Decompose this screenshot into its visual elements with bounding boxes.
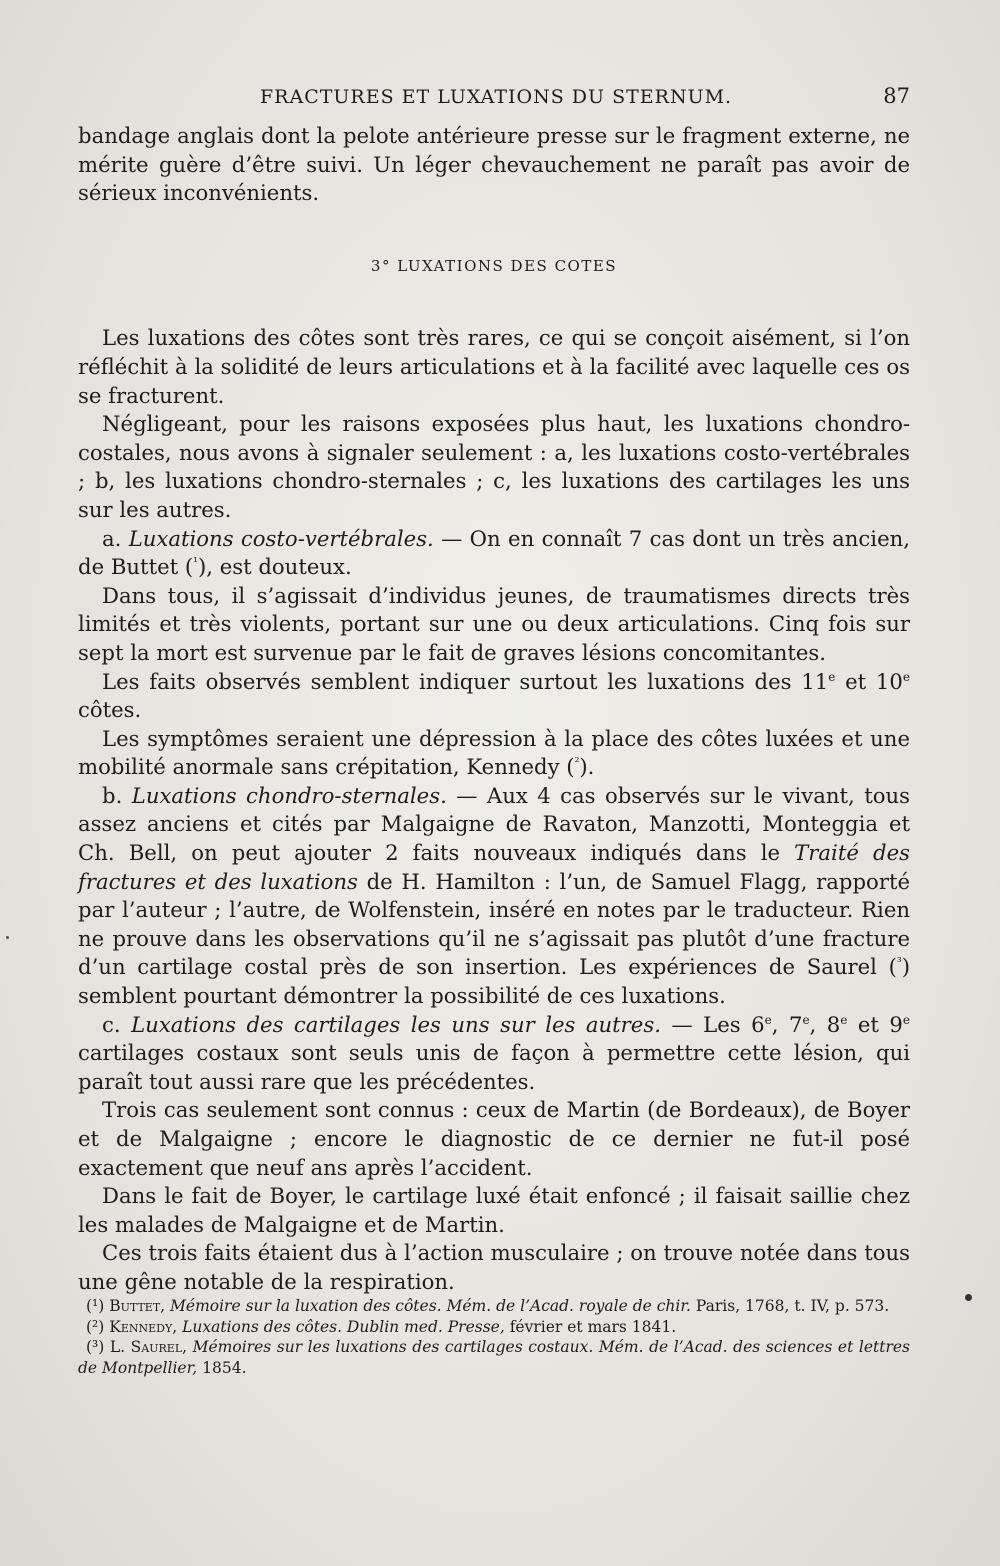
subsection-letter: b.: [102, 782, 132, 808]
footnote-title: Mémoire sur la luxation des côtes. Mém. de l’Acad. royale de chir.: [170, 1297, 691, 1315]
footnote-mark: (³): [86, 1338, 105, 1356]
footnote-text: février et mars 1841.: [504, 1317, 677, 1336]
paragraph: Les luxations des côtes sont très rares, ce qui se conçoit aisément, si l’on réfléchit à la solidité de leurs articulations et à la facilité avec laquelle ces os se fracturent.: [78, 325, 910, 408]
body-text: [78, 122, 910, 1297]
paragraph-subsection-b: [78, 782, 910, 1011]
text-run: , 7: [771, 1011, 803, 1037]
book-title: Traité des fractures et des luxations: [78, 840, 910, 894]
footnote-ref: ²: [574, 755, 580, 770]
subsection-letter: a.: [102, 525, 129, 551]
footnote-ref: ³: [896, 955, 902, 970]
paragraph: Dans tous, il s’agissait d’individus jeunes, de traumatismes directs très limités et très violents, portant sur une ou deux articulations. Cinq fois sur sept la mort est survenue par le fait de graves lésions concomitantes.: [78, 582, 910, 665]
subsection-title: Luxations des cartilages les uns sur les autres.: [131, 1011, 661, 1037]
footnote-1: [78, 1296, 910, 1317]
text-run: cartilages costaux sont seuls unis de façon à permettre cette lésion, qui paraît tout aussi rare que les précédentes.: [78, 1040, 910, 1094]
ink-spot: [965, 1294, 972, 1301]
text-run: — Aux 4 cas observés sur le vivant, tous assez anciens et cités par Malgaigne de Ravaton, Manzotti, Monteggia et Ch. Bell, on peut ajouter 2 faits nouveaux indiqués dans le: [78, 782, 910, 866]
footnotes: [78, 1296, 910, 1378]
paragraph-subsection-a: [78, 525, 910, 582]
footnote-mark: (¹): [86, 1297, 105, 1315]
paragraph-continuation: bandage anglais dont la pelote antérieure presse sur le fragment externe, ne mérite guère d’être suivi. Un léger chevauchement ne paraît pas avoir de sérieux inconvénients.: [78, 123, 910, 206]
footnote-title: Mémoires sur les luxations des cartilages costaux. Mém. de l’Acad. des sciences et lettres de Montpellier,: [78, 1338, 911, 1377]
ordinal-sup: e: [840, 1012, 848, 1027]
text-run: Les faits observés semblent indiquer surtout les luxations des 11: [102, 668, 829, 694]
text-run: Les symptômes seraient une dépression à la place des côtes luxées et une mobilité anormale sans crépitation, Kennedy (: [78, 725, 910, 780]
text-run: ), est douteux.: [197, 554, 352, 580]
footnote-author: Kennedy,: [109, 1317, 178, 1336]
text-run: ).: [579, 754, 595, 780]
footnote-author: L. Saurel,: [109, 1338, 188, 1356]
paragraph: Dans le fait de Boyer, le cartilage luxé était enfoncé ; il faisait saillie chez les malades de Malgaigne et de Martin.: [78, 1183, 910, 1237]
page-header: [80, 86, 910, 116]
footnote-text: Paris, 1768, t. IV, p. 573.: [690, 1297, 890, 1315]
footnote-ref: ¹: [193, 555, 198, 570]
ordinal-sup: e: [902, 1012, 911, 1027]
text-run: et 9: [847, 1011, 903, 1037]
footnote-2: [78, 1317, 910, 1338]
paragraph: [78, 725, 910, 782]
footnote-mark: (²): [86, 1317, 105, 1336]
paragraph-subsection-c: [78, 1011, 910, 1097]
running-title: FRACTURES ET LUXATIONS DU STERNUM.: [260, 86, 733, 108]
text-run: ) semblent pourtant démontrer la possibilité de ces luxations.: [78, 954, 910, 1009]
footnote-title: Luxations des côtes. Dublin med. Presse,: [182, 1317, 505, 1336]
footnote-text: 1854.: [197, 1358, 247, 1377]
subsection-title: Luxations chondro-sternales.: [131, 782, 447, 808]
footnote-author: Buttet,: [109, 1297, 166, 1315]
paragraph: Trois cas seulement sont connus : ceux de Martin (de Bordeaux), de Boyer et de Malgaigne ; encore le diagnostic de ce dernier ne fut-il posé exactement que neuf ans après l’accident.: [78, 1097, 910, 1180]
section-heading: 3° LUXATIONS DES COTES: [370, 256, 618, 275]
text-run: et 10: [835, 668, 903, 694]
footnote-3: [78, 1337, 910, 1378]
paragraph: Ces trois faits étaient dus à l’action musculaire ; on trouve notée dans tous une gêne notable de la respiration.: [78, 1240, 910, 1294]
paragraph: [78, 668, 910, 725]
ordinal-sup: e: [902, 669, 911, 684]
ordinal-sup: e: [802, 1012, 810, 1027]
paragraph: Négligeant, pour les raisons exposées plus haut, les luxations chondro-costales, nous avons à signaler seulement : a, les luxations costo-vertébrales ; b, les luxations chondro-sternales ; c, les luxations des cartilages les uns sur les autres.: [78, 411, 910, 522]
ink-speck: [6, 936, 9, 939]
subsection-letter: c.: [102, 1011, 132, 1037]
ordinal-sup: e: [828, 669, 836, 684]
text-run: côtes.: [78, 697, 142, 723]
text-run: — Les 6: [660, 1011, 765, 1037]
text-run: de H. Hamilton : l’un, de Samuel Flagg, rapporté par l’auteur ; l’autre, de Wolfenstein, inséré en notes par le traducteur. Rien ne prouve dans les observations qu’il ne s’agissait pas plutôt d’une fracture d’un cartilage costal près de son insertion. Les expériences de Saurel (: [78, 868, 910, 980]
text-run: — On en connaît 7 cas dont un très ancien, de Buttet (: [78, 525, 910, 580]
ordinal-sup: e: [764, 1012, 772, 1027]
page-number: 87: [883, 84, 910, 108]
subsection-title: Luxations costo-vertébrales.: [128, 525, 434, 551]
text-run: , 8: [809, 1011, 841, 1037]
